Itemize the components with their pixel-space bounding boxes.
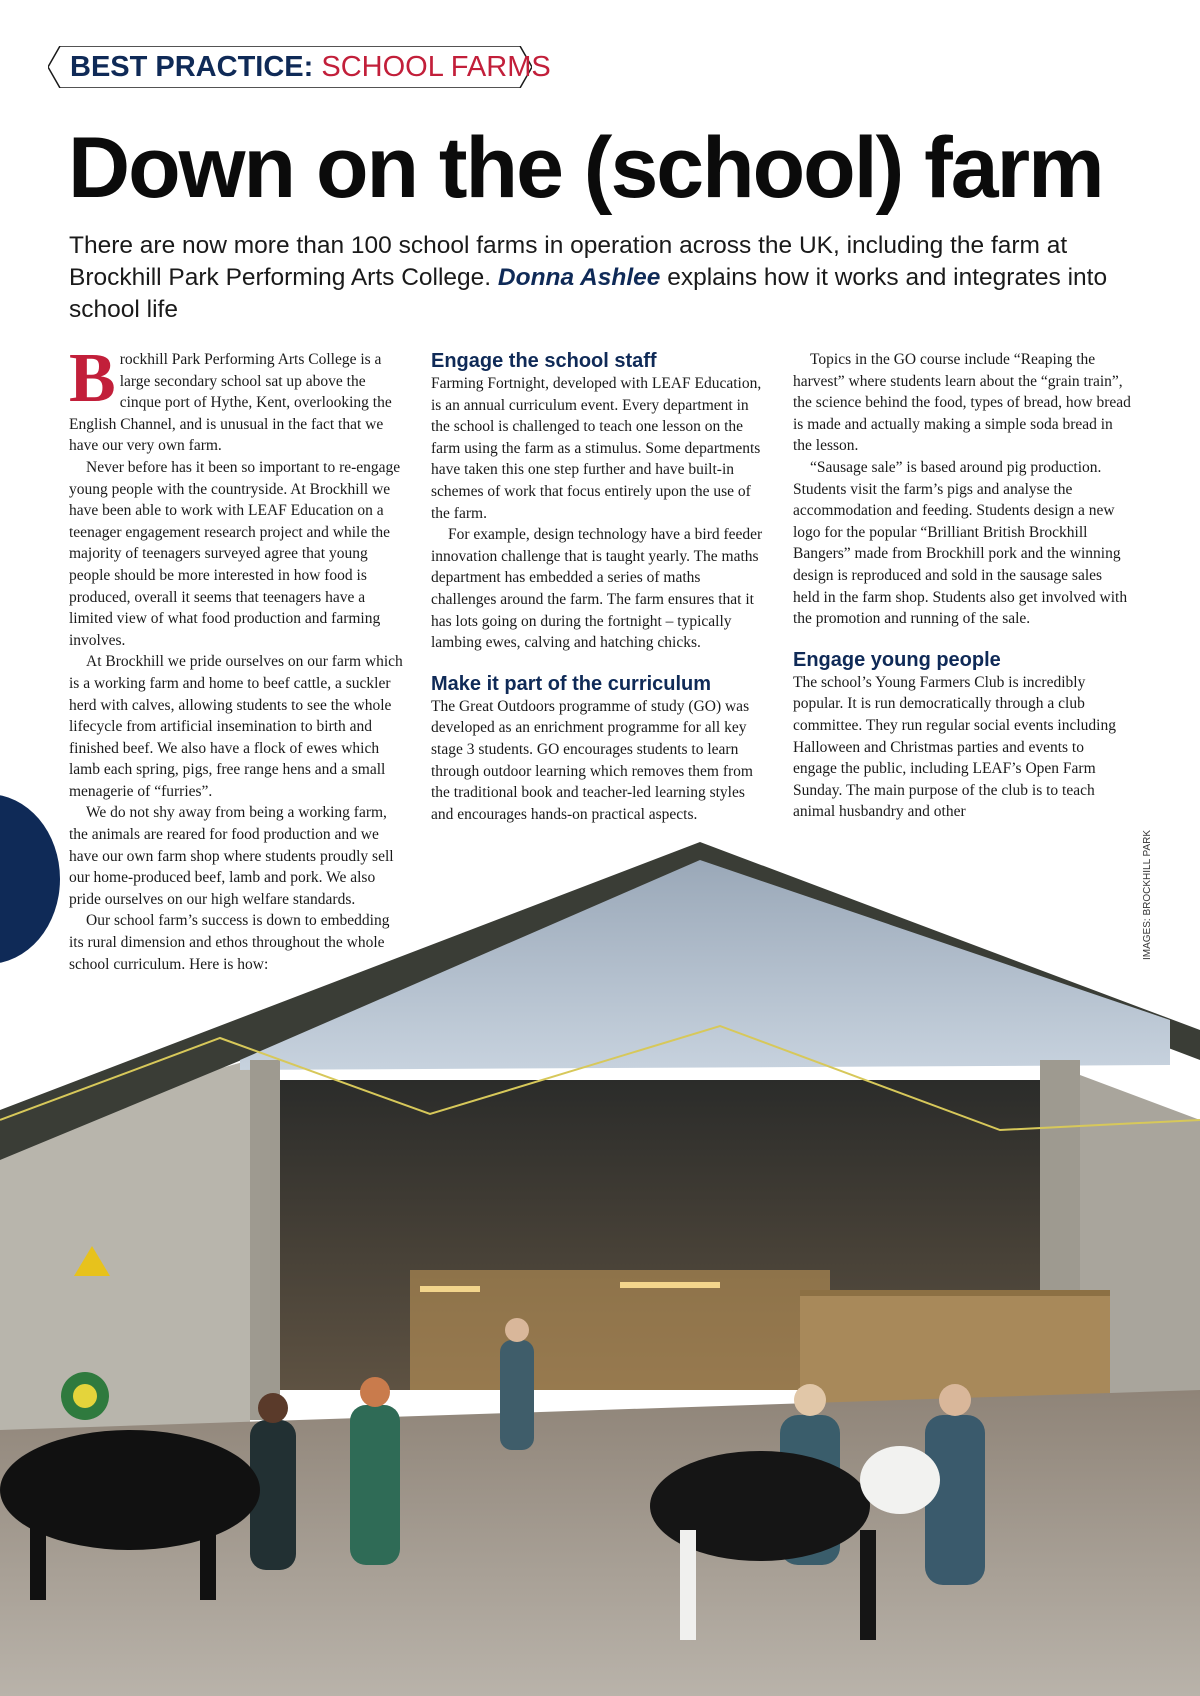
paragraph: “Sausage sale” is based around pig production. Students visit the farm’s pigs and analyse the accommodation and feeding. Students design a new logo for the popular “Brilliant British Brockhill Bangers” made from Brockhill pork and the winning design is reproduced and sold in the sausage sales held in the farm shop. Students also get involved with the promotion and running of the sale. xyxy=(793,458,1128,628)
paragraph xyxy=(69,340,405,457)
paragraph: Never before has it been so important to re-engage young people with the countryside. At Brockhill we have been able to work with LEAF Education on a teenager engagement research project and while the majority of teenagers surveyed agree that young people should be more interested in how food is produced, overall it seems that teenagers have a limited view of what food production and farming involves. xyxy=(69,458,401,649)
paragraph: The Great Outdoors programme of study (GO) was developed as an enrichment programme for all key stage 3 students. GO encourages students to learn through outdoor learning which removes them from the traditional book and teacher-led learning styles and encourages hands-on practical aspects. xyxy=(431,697,753,823)
subheading: Engage the school staff xyxy=(431,350,657,372)
article-column-2 xyxy=(431,349,765,825)
headline: Down on the (school) farm xyxy=(68,120,1103,216)
article-column-3 xyxy=(793,349,1131,823)
paragraph: The school’s Young Farmers Club is incredibly popular. It is run democratically through a club committee. They run regular social events including Halloween and Christmas parties and events to engage the public, including LEAF’s Open Farm Sunday. The main purpose of the club is to teach animal husbandry and other xyxy=(793,673,1116,821)
standfirst-intro: There are now more than 100 school farms in operation across the UK, including the farm at Brockhill Park Performing Arts College. xyxy=(69,232,1068,291)
standfirst-rest: explains how it works and integrates into school life xyxy=(69,264,1108,323)
drop-cap: B xyxy=(69,340,116,417)
paragraph-text: rockhill Park Performing Arts College is a large secondary school sat up above the cinque port of Hythe, Kent, overlooking the English Channel, and is unusual in the fact that we have our very own farm. xyxy=(69,351,392,455)
paragraph: For example, design technology have a bird feeder innovation challenge that is taught yearly. The maths department has embedded a series of maths challenges around the farm. The farm ensures that it has lots going on during the fortnight – typically lambing ewes, calving and hatching chicks. xyxy=(431,526,763,652)
paragraph: At Brockhill we pride ourselves on our farm which is a working farm and home to beef cattle, a suckler herd with calves, allowing students to see the whole lifecycle from artificial insemination to birth and finished beef. We also have a flock of ewes which lamb each spring, pigs, free range hens and a small menagerie of “furries”. xyxy=(69,653,403,800)
photo-credit: IMAGES: BROCKHILL PARK xyxy=(1142,829,1153,960)
standfirst xyxy=(69,230,1149,326)
author-name: Donna Ashlee xyxy=(497,264,661,291)
paragraph: We do not shy away from being a working farm, the animals are reared for food production and we have our own farm shop where students proudly sell our home-produced beef, lamb and pork. We also pride ourselves on our high welfare standards. xyxy=(69,804,394,908)
paragraph: Topics in the GO course include “Reaping the harvest” where students learn about the “grain train”, the science behind the food, types of bread, how bread is made and actually making a simple soda bread in the lesson. xyxy=(793,351,1131,455)
paragraph: Farming Fortnight, developed with LEAF Education, is an annual curriculum event. Every department in the school is challenged to teach one lesson on the farm using the farm as a stimulus. Some departments have taken this one step further and have built-in schemes of work that focus entirely upon the use of the farm. xyxy=(431,375,762,522)
section-tag xyxy=(48,46,551,88)
section-tag-bold: BEST PRACTICE: xyxy=(70,51,314,83)
subheading: Make it part of the curriculum xyxy=(431,672,712,695)
section-tag-light: SCHOOL FARMS xyxy=(321,51,551,83)
farm-barn-photo xyxy=(0,830,1200,1696)
subheading: Engage young people xyxy=(793,648,1001,671)
paragraph: Our school farm’s success is down to embedding its rural dimension and ethos throughout the whole school curriculum. Here is how: xyxy=(69,912,390,973)
